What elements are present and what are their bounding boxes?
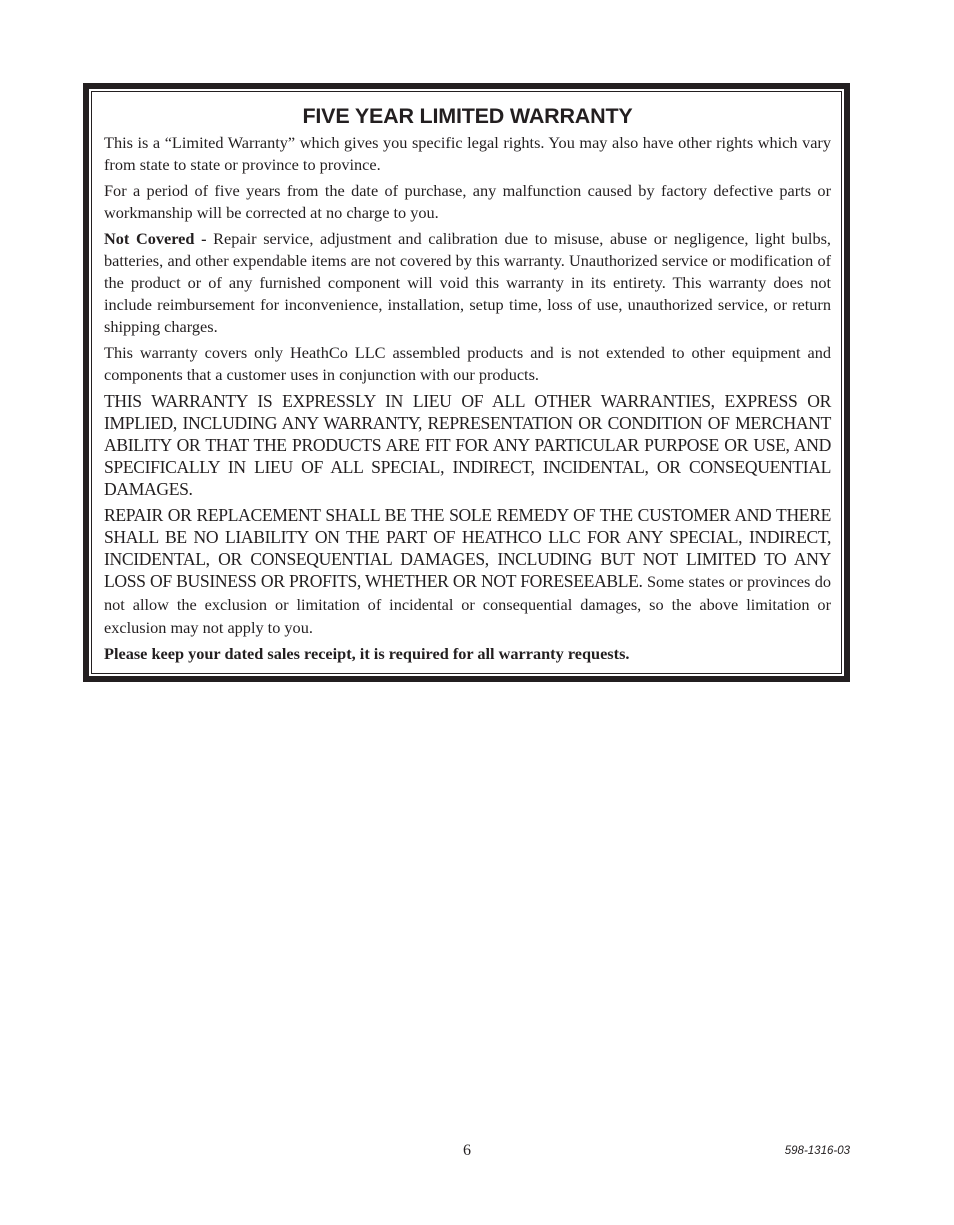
warranty-intro: This is a “Limited Warranty” which gives you specific legal rights. You may also have other rights which vary from state to state or province to province. <box>104 133 831 174</box>
not-covered-label: Not Covered - <box>104 229 214 248</box>
warranty-box-inner <box>91 91 842 674</box>
warranty-not-covered <box>104 228 831 338</box>
remedy-text: Some states or provinces do not allow the exclusion or limitation of incidental or consequential damages, so the above limitation or exclusion may not apply to you. <box>104 572 831 637</box>
not-covered-text: Repair service, adjustment and calibration due to misuse, abuse or negligence, light bulbs, batteries, and other expendable items are not covered by this warranty. Unauthorized service or modification of the product or of any furnished component will void this warranty in its entirety. This warranty does not include reimbursement for inconvenience, installation, setup time, loss of use, unauthorized service, or return shipping charges. <box>104 229 831 336</box>
warranty-title: FIVE YEAR LIMITED WARRANTY <box>302 104 633 128</box>
warranty-period: For a period of five years from the date of purchase, any malfunction caused by factory defective parts or workmanship will be corrected at no charge to you. <box>104 181 831 222</box>
warranty-lieu: THIS WARRANTY IS EXPRESSLY IN LIEU OF ALL OTHER WARRANTIES, EXPRESS OR IMPLIED, INCLUDING ANY WARRANTY, REPRESENTATION OR CONDITION OF MERCHANT ABILITY OR THAT THE PRODUCTS ARE FIT FOR ANY PARTICULAR PURPOSE OR USE, AND SPECIFICALLY IN LIEU OF ALL SPECIAL, INDIRECT, INCIDENTAL, OR CONSEQUENTIAL DAMAGES. <box>104 391 831 499</box>
document-code: 598-1316-03 <box>784 1145 850 1157</box>
remedy-caps: REPAIR OR REPLACEMENT SHALL BE THE SOLE REMEDY OF THE CUSTOMER AND THERE SHALL BE NO LIABILITY ON THE PART OF HEATHCO LLC FOR ANY SPECIAL, INDIRECT, INCIDENTAL, OR CONSEQUENTIAL DAMAGES, INCLUDING BUT NOT LIMITED TO ANY LOSS OF BUSINESS OR PROFITS, WHETHER OR NOT FORESEEABLE. <box>104 505 831 591</box>
page-number: 6 <box>463 1142 471 1159</box>
warranty-receipt-note: Please keep your dated sales receipt, it is required for all warranty requests. <box>104 644 630 663</box>
warranty-coverage: This warranty covers only HeathCo LLC assembled products and is not extended to other equipment and components that a customer uses in conjunction with our products. <box>104 343 831 384</box>
warranty-remedy <box>104 504 831 639</box>
warranty-box <box>83 83 850 682</box>
